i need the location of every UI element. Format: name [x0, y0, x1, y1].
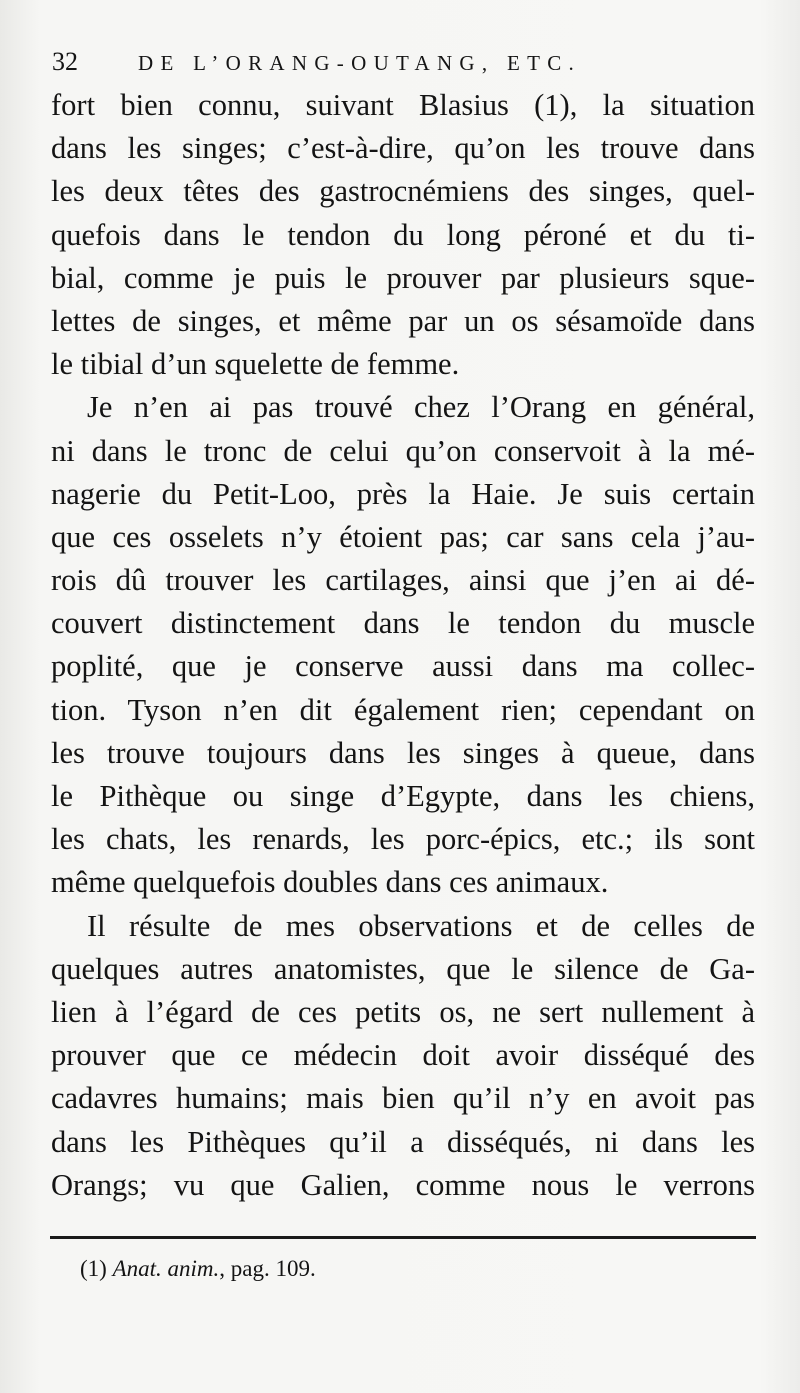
text-line: rois dû trouver les cartilages, ainsi que j’en ai dé- [51, 563, 755, 598]
text-line: Il résulte de mes observations et de celles de [87, 908, 755, 943]
text-line: quelques autres anatomistes, que le silence de Ga- [51, 951, 755, 986]
running-title: DE L’ORANG-OUTANG, ETC. [138, 51, 582, 75]
text-line: lettes de singes, et même par un os sésamoïde dans [51, 303, 755, 338]
text-line: lien à l’égard de ces petits os, ne sert nullement à [51, 994, 755, 1029]
body-text [51, 84, 755, 1207]
text-line: les trouve toujours dans les singes à queue, dans [51, 735, 755, 770]
text-line: fort bien connu, suivant Blasius (1), la situation [51, 88, 755, 122]
text-line: prouver que ce médecin doit avoir disséqué des [51, 1038, 755, 1073]
page-number: 32 [52, 47, 78, 76]
text-line: les chats, les renards, les porc-épics, etc.; ils sont [51, 822, 755, 857]
text-line: dans les Pithèques qu’il a disséqués, ni dans les [51, 1124, 755, 1159]
text-line: les deux têtes des gastrocnémiens des singes, quel- [51, 174, 755, 209]
text-line: tion. Tyson n’en dit également rien; cependant on [51, 692, 755, 727]
text-line: bial, comme je puis le prouver par plusieurs sque- [51, 260, 755, 295]
text-line: couvert distinctement dans le tendon du muscle [51, 606, 755, 641]
text-line: Orangs; vu que Galien, comme nous le verrons [51, 1167, 755, 1202]
text-line: ni dans le tronc de celui qu’on conservoit à la mé- [51, 433, 755, 468]
paragraph-3 [51, 905, 755, 1207]
footnote-divider [50, 1236, 756, 1239]
text-line: que ces osselets n’y étoient pas; car sans cela j’au- [51, 519, 755, 554]
footnote-marker: (1) [80, 1256, 113, 1281]
page-header [50, 44, 760, 84]
paragraph-2 [51, 386, 755, 904]
paragraph-1 [51, 84, 755, 386]
text-line: même quelquefois doubles dans ces animaux. [51, 865, 609, 900]
text-line: quefois dans le tendon du long péroné et du ti- [51, 217, 755, 252]
text-line: le tibial d’un squelette de femme. [51, 347, 460, 382]
text-line: nagerie du Petit-Loo, près la Haie. Je suis certain [51, 476, 755, 511]
footnote [80, 1252, 316, 1286]
footnote-source: Anat. anim. [112, 1256, 220, 1281]
text-line: dans les singes; c’est-à-dire, qu’on les trouve dans [51, 131, 755, 166]
text-line: cadavres humains; mais bien qu’il n’y en avoit pas [51, 1081, 755, 1116]
footnote-reference: , pag. 109. [219, 1256, 316, 1281]
text-line: le Pithèque ou singe d’Egypte, dans les chiens, [51, 779, 755, 813]
text-line: Je n’en ai pas trouvé chez l’Orang en général, [87, 390, 755, 425]
text-line: poplité, que je conserve aussi dans ma collec- [51, 649, 755, 684]
